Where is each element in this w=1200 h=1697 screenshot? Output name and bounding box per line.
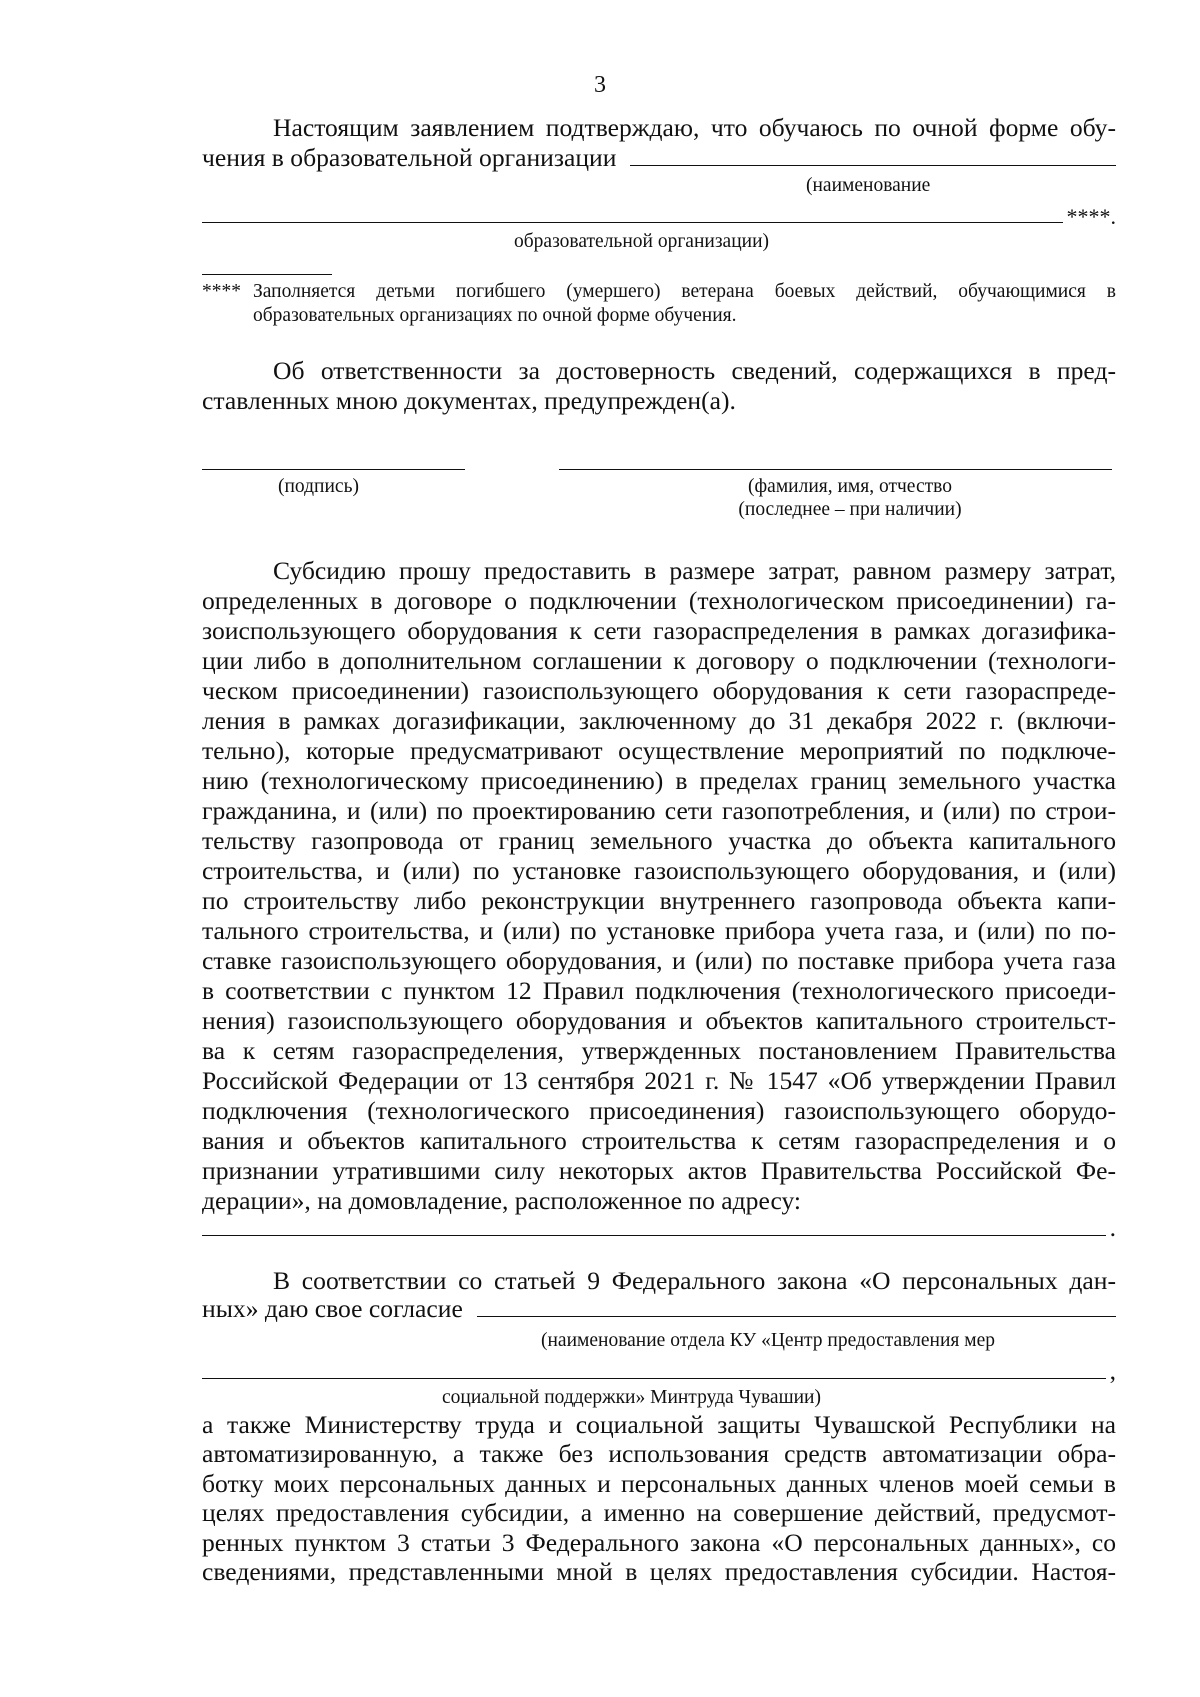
text-line: ции либо в дополнительном соглашении к договору о подключении (технологи- [202, 646, 1116, 675]
full-name-caption [700, 475, 1000, 521]
caption-line: (фамилия, имя, отчество [748, 476, 952, 497]
text-line: тельно), которые предусматривают осуществление мероприятий по подключе- [202, 736, 1116, 765]
full-name-field[interactable] [559, 469, 1112, 470]
text-line: образовательных организациях по очной форме обучения. [253, 305, 737, 326]
subsidy-request-paragraph [202, 556, 1116, 1216]
address-end: . [1109, 1213, 1116, 1242]
text-line: ва к сетям газораспределения, утвержденных постановлением Правительства [202, 1036, 1116, 1065]
text-line: подключения (технологического присоединения) газоиспользующего оборудо- [202, 1096, 1116, 1125]
text-line: ставленных мною документах, предупрежден(а). [202, 386, 736, 415]
footnote-mark: **** [202, 281, 241, 302]
text-line: по строительству либо реконструкции внутреннего газопровода объекта капи- [202, 886, 1116, 915]
text-line: сведениями, представленными мной в целях предоставления субсидии. Настоя- [202, 1556, 1116, 1586]
text-line: признании утратившими силу некоторых актов Правительства Российской Фе- [202, 1156, 1116, 1185]
text-line: дерации», на домовладение, расположенное по адресу: [202, 1186, 802, 1215]
address-row [202, 1213, 1116, 1243]
text-line: а также Министерству труда и социальной защиты Чувашской Республики на [202, 1410, 1116, 1439]
text-line: ставке газоиспользующего оборудования, и (или) по поставке прибора учета газа [202, 946, 1116, 975]
text-line: тельству газопровода от границ земельного участка до объекта капитального [202, 826, 1116, 855]
text-line: ческом присоединении) газоиспользующего оборудования к сети газораспреде- [202, 676, 1116, 705]
consent-department-row-2 [202, 1356, 1116, 1386]
text-line: Настоящим заявлением подтверждаю, что обучаюсь по очной форме обу- [273, 113, 1116, 142]
address-field[interactable] [202, 1235, 1106, 1236]
caption-line: (последнее – при наличии) [738, 499, 962, 520]
text-line: целях предоставления субсидии, а именно на совершение действий, предусмот- [202, 1498, 1116, 1528]
field-caption: (наименование отдела КУ «Центр предоставления мер [541, 1330, 996, 1351]
text-line: определенных в договоре о подключении (технологическом присоединении) га- [202, 586, 1116, 615]
field-caption: образовательной организации) [514, 231, 769, 252]
text-line: зоиспользующего оборудования к сети газораспределения в рамках догазифика- [202, 616, 1116, 645]
signature-field[interactable] [202, 469, 465, 470]
education-org-row-2 [202, 200, 1116, 230]
text-line: чения в образовательной организации [202, 143, 617, 172]
department-field[interactable] [477, 1316, 1116, 1317]
page-number: 3 [594, 72, 606, 98]
field-caption: социальной поддержки» Минтруда Чувашии) [442, 1387, 821, 1408]
text-line: нию (технологическому присоединению) в пределах границ земельного участка [202, 766, 1116, 795]
consent-line1 [202, 1266, 1116, 1296]
text-line: Субсидию прошу предоставить в размере затрат, равном размеру затрат, [273, 556, 1116, 585]
text-line: ных» даю свое согласие [202, 1294, 463, 1323]
text-line: ренных пунктом 3 статьи 3 Федерального закона «О персональных данных», со [202, 1527, 1116, 1557]
text-line: Заполняется детьми погибшего (умершего) ветерана боевых действий, обучающимися в [253, 281, 1116, 302]
text-line: в соответствии с пунктом 12 Правил подключения (технологического присоеди- [202, 976, 1116, 1005]
department-field-continued[interactable] [202, 1378, 1106, 1379]
text-line: автоматизированную, а также без использования средств автоматизации обра- [202, 1439, 1116, 1469]
text-line: Об ответственности за достоверность сведений, содержащихся в пред- [273, 356, 1116, 385]
responsibility-paragraph [202, 356, 1116, 416]
consent-department-row [202, 1294, 1116, 1324]
text-line: ления в рамках догазификации, заключенному до 31 декабря 2022 г. (включи- [202, 706, 1116, 735]
consent-paragraph [202, 1410, 1116, 1586]
text-line: В соответствии со статьей 9 Федерального закона «О персональных дан- [273, 1266, 1116, 1295]
text-line: гражданина, и (или) по проектированию сети газопотребления, и (или) по строи- [202, 796, 1116, 825]
education-org-field[interactable] [630, 165, 1116, 166]
education-org-field-continued[interactable] [202, 222, 1063, 223]
text-line: ботку моих персональных данных и персональных данных членов моей семьи в [202, 1468, 1116, 1498]
text-line: строительства, и (или) по установке газоиспользующего оборудования, и (или) [202, 856, 1116, 885]
footnote-reference: ****. [1066, 204, 1116, 229]
study-statement-line1 [202, 113, 1116, 143]
text-line: Российской Федерации от 13 сентября 2021 г. № 1547 «Об утверждении Правил [202, 1066, 1116, 1095]
text-line: нения) газоиспользующего оборудования и объектов капитального строительст- [202, 1006, 1116, 1035]
text-line: вания и объектов капитального строительства к сетям газораспределения и о [202, 1126, 1116, 1155]
field-caption: (наименование [806, 175, 931, 196]
footnote-separator [202, 274, 332, 275]
signature-caption: (подпись) [278, 476, 359, 497]
text-line: тального строительства, и (или) по установке прибора учета газа, и (или) по по- [202, 916, 1116, 945]
comma: , [1109, 1356, 1116, 1385]
education-org-row [202, 143, 1116, 173]
